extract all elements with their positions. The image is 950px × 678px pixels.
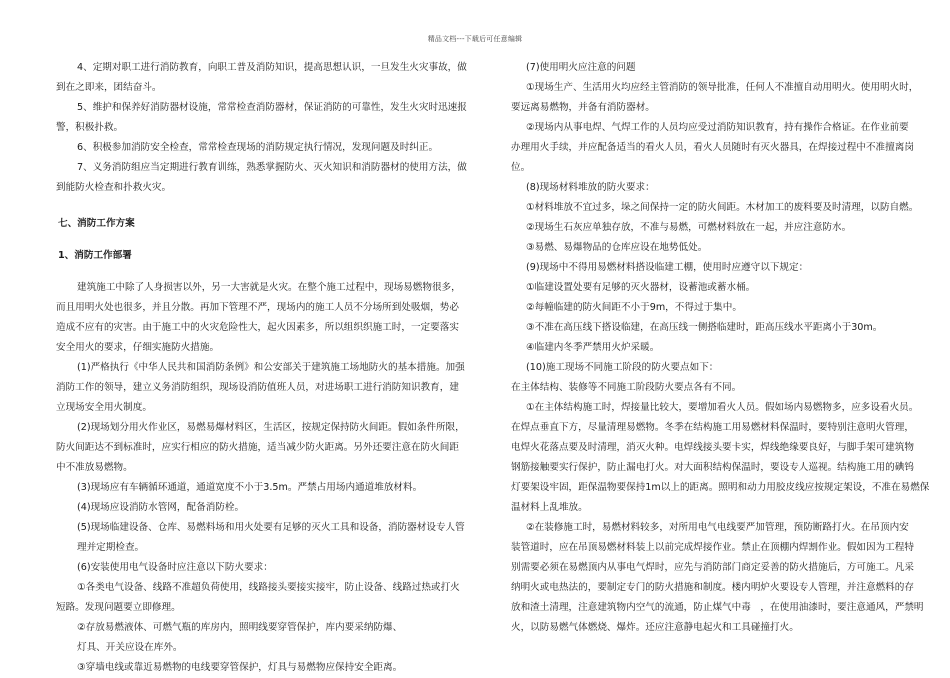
text-line: ③穿墙电线或靠近易燃物的电线要穿管保护，灯具与易燃物应保持安全距离。 <box>77 662 403 673</box>
text-line: 防火间距达不到标准时，应实行相应的防火措施，适当减少防火距离。另外还要注意在防火间距 <box>56 442 459 453</box>
paragraph-gap <box>56 266 438 278</box>
text-line: 别需要必须在易燃顶内从事电气焊时，应先与消防部门商定妥善的防火措施后，方可施工。凡采 <box>511 562 914 573</box>
text-line: 到在之即来，团结奋斗。 <box>56 82 162 93</box>
text-line: 钢筋接触要实行保护，防止漏电打火。对大面积结构保温时，要设专人巡视。结构施工用的碘钨 <box>511 462 914 473</box>
text-line: (1)严格执行《中华人民共和国消防条例》和公安部关于建筑施工场地防火的基本措施。加强 <box>77 362 465 373</box>
text-line: 到能防火检查和扑救火灾。 <box>56 182 172 193</box>
text-line: 在主体结构、装修等不同施工阶段防火要点各有不同。 <box>511 382 742 393</box>
text-line: (10)施工现场不同施工阶段的防火要点如下： <box>526 362 719 373</box>
text-line: ②在装修施工时，易燃材料较多，对所用电气电线要严加管理，预防断路打火。在吊顶内安 <box>526 522 909 533</box>
paragraph-gap <box>56 234 438 246</box>
paragraph-gap <box>56 198 438 214</box>
text-line: 要远离易燃物，并备有消防器材。 <box>511 102 655 113</box>
text-line: 温材料上乱堆放。 <box>511 502 588 513</box>
text-line: 纳明火或电热法的，要制定专门的防火措施和制度。楼内明炉火要设专人管理，并注意燃料的存 <box>511 582 914 593</box>
text-line: 立现场安全用火制度。 <box>56 402 152 413</box>
text-line: ②每幢临建的防火间距不小于9m，不得过于集中。 <box>526 302 742 313</box>
text-line: 放和渣土清理，注意建筑物内空气的流通，防止煤气中毒 ，在使用油漆时，要注意通风，严禁明 <box>511 602 924 613</box>
text-line: 火，以防易燃气体燃烧、爆炸。还应注意静电起火和工具碰撞打火。 <box>511 622 799 633</box>
text-line: 警，积极扑救。 <box>56 122 124 133</box>
text-line: 消防工作的领导，建立义务消防组织，现场设消防值班人员，对进场职工进行消防知识教育，建 <box>56 382 459 393</box>
right-column <box>511 58 930 638</box>
text-line: 而且用明火处也很多，并且分散。再加下管理不严，现场内的施工人员不分场所到处吸烟，势必 <box>56 302 459 313</box>
text-line: 办理用火手续，并应配备适当的看火人员，看火人员随时有灭火器具，在焊接过程中不准擅离岗 <box>511 142 914 153</box>
text-line: ①在主体结构施工时，焊接量比较大，要增加看火人员。假如场内易燃物多，应多设看火员。 <box>526 402 919 413</box>
text-line: ①材料堆放不宜过多，垛之间保持一定的防火间距。木材加工的废料要及时清理，以防自燃。 <box>526 202 919 213</box>
text-line: ③不准在高压线下搭设临建，在高压线一侧搭临建时，距高压线水平距离小于30m。 <box>526 322 883 333</box>
text-line: (9)现场中不得用易燃材料搭设临建工棚，使用时应遵守以下规定： <box>526 262 809 273</box>
text-line: ②现场生石灰应单独存放，不准与易燃，可燃材料放在一起，并应注意防水。 <box>526 222 852 233</box>
text-line: 灯要架设牢固，距保温物要保持1m以上的距离。照明和动力用胶皮线应按规定架设，不准在易燃保 <box>511 482 930 493</box>
text-line: ②现场内从事电焊、气焊工作的人员均应受过消防知识教育，持有操作合格证。在作业前要 <box>526 122 909 133</box>
text-line: 建筑施工中除了人身损害以外，另一大害就是火灾。在整个施工过程中，现场易燃物很多， <box>77 282 461 293</box>
text-line: 装管道时，应在吊顶易燃材料装上以前完成焊接作业。禁止在顶棚内焊割作业。假如因为工程特 <box>511 542 914 553</box>
text-line: 5、维护和保养好消防器材设施，常常检查消防器材，保证消防的可靠性，发生火灾时迅速报 <box>77 102 467 113</box>
left-column <box>56 58 467 678</box>
text-line: (7)使用明火应注意的问题 <box>526 62 636 73</box>
text-line: (8)现场材料堆放的防火要求： <box>526 182 655 193</box>
text-line: (5)现场临建设备、仓库、易燃料场和用火处要有足够的灭火工具和设备，消防器材设专人管 <box>77 522 465 533</box>
text-line: ①现场生产、生活用火均应经主管消防的领导批准，任何人不准擅自动用明火。使用明火时， <box>526 82 919 93</box>
text-line: ③易燃、易爆物品的仓库应设在地势低处。 <box>526 242 708 253</box>
page-header: 精品文档---下载后可任意编辑 <box>427 35 523 43</box>
text-line: 理并定期检查。 <box>77 542 145 553</box>
text-line: 中不准放易燃物。 <box>56 462 133 473</box>
text-line: 安全用火的要求，仔细实施防火措施。 <box>56 342 220 353</box>
text-line: 造成不应有的灾害。由于施工中的火灾危险性大，起火因素多，所以组织织施工时，一定要落实 <box>56 322 459 333</box>
text-line: 灯具、开关应设在库外。 <box>77 642 183 653</box>
text-line: 短路。发现问题要立即修理。 <box>56 602 181 613</box>
text-line: ④临建内冬季严禁用火炉采暖。 <box>526 342 660 353</box>
text-line: ②存放易燃液体、可燃气瓶的库房内，照明线要穿管保护，库内要采纳防爆、 <box>77 622 403 633</box>
text-line: 在焊点垂直下方，尽量清理易燃物。冬季在结构施工用易燃材料保温时，要特别注意明火管理， <box>511 422 914 433</box>
section-heading: 七、消防工作方案 <box>58 218 135 229</box>
text-line: 7、义务消防组应当定期进行教育训练，熟悉掌握防火、灭火知识和消防器材的使用方法，做 <box>77 162 467 173</box>
text-line: (3)现场应有车辆循环通道，通道宽度不小于3.5m。严禁占用场内通道堆放材料。 <box>77 482 423 493</box>
text-line: ①临建设置处要有足够的灭火器材，设蓄池或蓄水桶。 <box>526 282 756 293</box>
text-line: (6)安装使用电气设备时应注意以下防火要求： <box>77 562 273 573</box>
text-line: (4)现场应设消防水管网，配备消防栓。 <box>77 502 245 513</box>
text-line: 4、定期对职工进行消防教育，向职工普及消防知识，提高思想认识，一旦发生火灾事故，做 <box>77 62 467 73</box>
text-line: 6、积极参加消防安全检查，常常检查现场的消防规定执行情况，发现问题及时纠正。 <box>77 142 439 153</box>
text-line: 位。 <box>511 162 531 173</box>
text-line: ①各类电气设备、线路不准超负荷使用，线路接头要接实接牢，防止设备、线路过热或打火 <box>77 582 460 593</box>
text-line: (2)现场划分用火作业区，易燃易爆材料区，生活区，按规定保持防火间距。假如条件所限， <box>77 422 465 433</box>
section-heading: 1、消防工作部署 <box>58 250 132 261</box>
text-line: 电焊火花落点要及时清理，消灭火种。电焊线接头要卡实，焊线绝缘要良好，与脚手架可建筑物 <box>511 442 914 453</box>
